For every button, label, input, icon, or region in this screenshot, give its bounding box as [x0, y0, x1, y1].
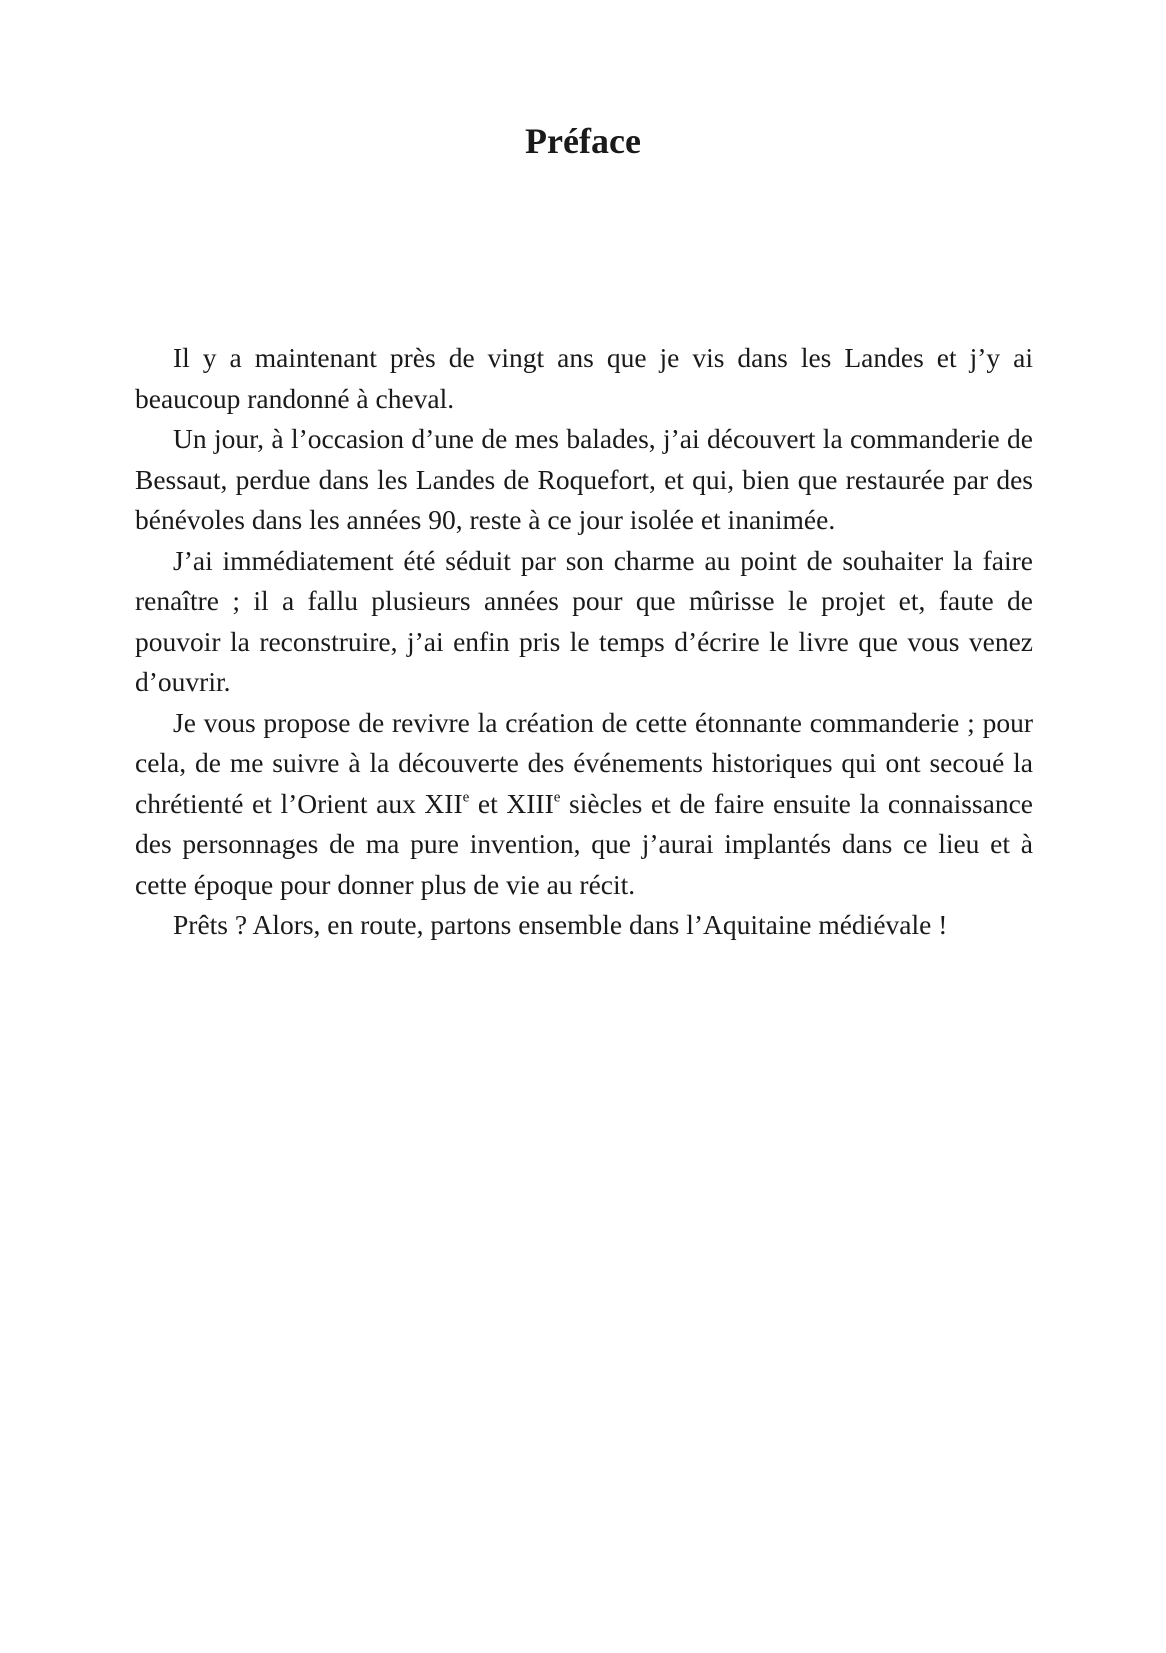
preface-body — [135, 338, 1033, 946]
page-title: Préface — [525, 121, 641, 161]
paragraph-3: J’ai immédiatement été séduit par son charme au point de souhaiter la faire renaître ; il a fallu plusieurs années pour que mûrisse le projet et, faute de pouvoir la reconstruire, j’ai enfin pris le temps d’écrire le livre que vous venez d’ouvrir. — [135, 544, 1033, 697]
paragraph-2: Un jour, à l’occasion d’une de mes balades, j’ai découvert la commanderie de Bessaut, perdue dans les Landes de Roquefort, et qui, bien que restaurée par des bénévoles dans les années 90, reste à ce jour isolée et inanimée. — [135, 423, 1033, 535]
paragraph-1: Il y a maintenant près de vingt ans que je vis dans les Landes et j’y ai beaucoup randonné à cheval. — [135, 342, 1033, 414]
paragraph-4-part-2: et XIII — [469, 787, 554, 819]
paragraph-4-part-3: siècles et de faire ensuite la connaissance des personnages de ma pure invention, que j’aurai implantés dans ce lieu et à cette époque pour donner plus de vie au récit. — [135, 787, 1033, 900]
superscript-e-1: e — [462, 789, 470, 806]
paragraph-4-part-1: Je vous propose de revivre la création de cette étonnante commanderie ; pour cela, de me suivre à la découverte des événements historiques qui ont secoué la chrétienté et l’Orient aux XII — [135, 706, 1033, 819]
superscript-e-2: e — [553, 789, 561, 806]
paragraph-5: Prêts ? Alors, en route, partons ensemble dans l’Aquitaine médiévale ! — [173, 909, 948, 940]
paragraph-4 — [135, 703, 1033, 906]
